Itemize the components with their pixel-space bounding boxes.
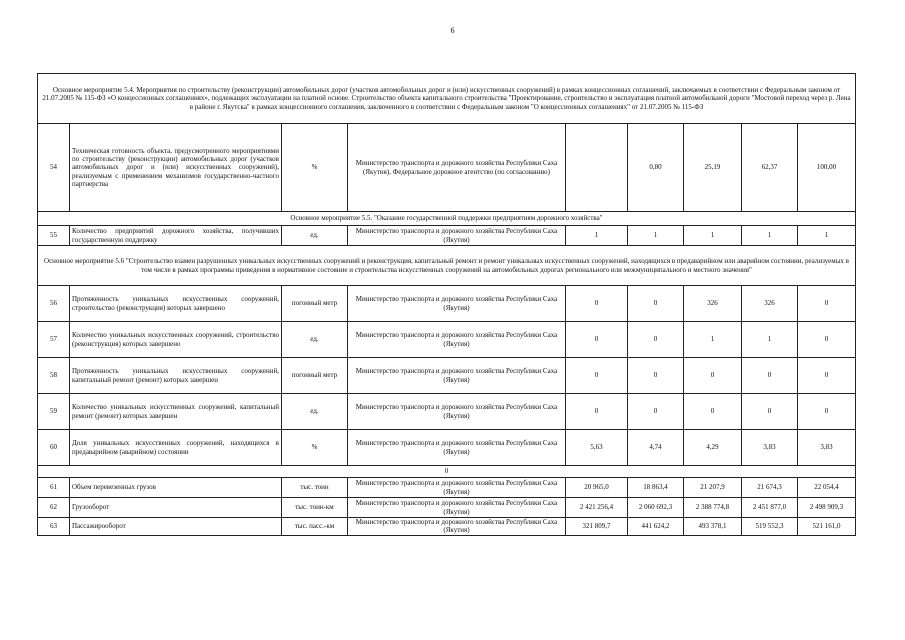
indicator-name: Количество уникальных искусственных сооружений, строительство (реконструкция) которых завершено: [70, 322, 282, 358]
section-heading: Основное мероприятие 5.4. Мероприятия по строительству (реконструкции) автомобильных дорог (участков автомобильных дорог и (или) искусственных сооружений) в рамках концессионных соглашений, заключаемых в соответствии с Федеральным законом от 21.07.2005 № 115-ФЗ «О концессионных соглашениях», подлежащих эксплуатации на платной основе. Строительство объекта капитального строительства "Проектирование, строительство и эксплуатация платной автомобильной дороги "Мостовой переход через р. Лена в районе г. Якутска" в рамках концессионного соглашения, заключенного в соответствии с Федеральным законом "О концессионных соглашениях" от 21.07.2005 № 115-ФЗ: [38, 74, 856, 124]
value-cell: 0: [628, 358, 684, 394]
value-cell: 18 863,4: [628, 478, 684, 498]
section-row: [38, 466, 856, 478]
value-cell: 326: [742, 286, 798, 322]
indicator-name: Количество предприятий дорожного хозяйства, получивших государственную поддержку: [70, 226, 282, 246]
value-cell: 1: [742, 226, 798, 246]
row-number: 56: [38, 286, 70, 322]
responsible-executor: Министерство транспорта и дорожного хозяйства Республики Саха (Якутия): [348, 286, 566, 322]
responsible-executor: Министерство транспорта и дорожного хозяйства Республики Саха (Якутия), Федеральное дорожное агентство (по согласованию): [348, 124, 566, 212]
value-cell: 1: [798, 226, 856, 246]
unit-of-measure: тыс. тонн-км: [282, 498, 348, 518]
responsible-executor: Министерство транспорта и дорожного хозяйства Республики Саха (Якутия): [348, 518, 566, 536]
row-number: 57: [38, 322, 70, 358]
value-cell: 0: [798, 322, 856, 358]
value-cell: 521 161,0: [798, 518, 856, 536]
value-cell: 441 624,2: [628, 518, 684, 536]
section-heading: 0: [38, 466, 856, 478]
value-cell: 2 060 692,3: [628, 498, 684, 518]
row-number: 61: [38, 478, 70, 498]
responsible-executor: Министерство транспорта и дорожного хозяйства Республики Саха (Якутия): [348, 322, 566, 358]
table-body: [38, 74, 856, 536]
row-number: 58: [38, 358, 70, 394]
table-row: [38, 430, 856, 466]
unit-of-measure: тыс. пасс.-км: [282, 518, 348, 536]
value-cell: 21 674,3: [742, 478, 798, 498]
indicator-name: Грузооборот: [70, 498, 282, 518]
value-cell: 22 054,4: [798, 478, 856, 498]
value-cell: 0,80: [628, 124, 684, 212]
value-cell: 3,83: [742, 430, 798, 466]
value-cell: 1: [684, 226, 742, 246]
unit-of-measure: тыс. тонн: [282, 478, 348, 498]
section-row: [38, 74, 856, 124]
value-cell: 0: [566, 394, 628, 430]
responsible-executor: Министерство транспорта и дорожного хозяйства Республики Саха (Якутия): [348, 430, 566, 466]
value-cell: 0: [566, 358, 628, 394]
value-cell: 1: [566, 226, 628, 246]
section-row: [38, 212, 856, 226]
value-cell: 0: [628, 286, 684, 322]
indicators-table: [37, 73, 856, 536]
table-row: [38, 322, 856, 358]
indicator-name: Протяженность уникальных искусственных сооружений, капитальный ремонт (ремонт) которых завершен: [70, 358, 282, 394]
unit-of-measure: %: [282, 124, 348, 212]
value-cell: 0: [684, 394, 742, 430]
responsible-executor: Министерство транспорта и дорожного хозяйства Республики Саха (Якутия): [348, 478, 566, 498]
table-row: [38, 124, 856, 212]
responsible-executor: Министерство транспорта и дорожного хозяйства Республики Саха (Якутия): [348, 358, 566, 394]
value-cell: 2 421 256,4: [566, 498, 628, 518]
value-cell: 0: [628, 394, 684, 430]
value-cell: 519 552,3: [742, 518, 798, 536]
unit-of-measure: %: [282, 430, 348, 466]
responsible-executor: Министерство транспорта и дорожного хозяйства Республики Саха (Якутия): [348, 498, 566, 518]
unit-of-measure: погонный метр: [282, 286, 348, 322]
page-number: 6: [450, 26, 455, 35]
indicator-name: Количество уникальных искусственных сооружений, капитальный ремонт (ремонт) которых завершен: [70, 394, 282, 430]
row-number: 54: [38, 124, 70, 212]
table-row: [38, 286, 856, 322]
value-cell: 100,00: [798, 124, 856, 212]
unit-of-measure: погонный метр: [282, 358, 348, 394]
responsible-executor: Министерство транспорта и дорожного хозяйства Республики Саха (Якутия): [348, 394, 566, 430]
responsible-executor: Министерство транспорта и дорожного хозяйства Республики Саха (Якутия): [348, 226, 566, 246]
value-cell: 493 378,1: [684, 518, 742, 536]
unit-of-measure: ед.: [282, 394, 348, 430]
value-cell: [566, 124, 628, 212]
value-cell: 2 498 909,3: [798, 498, 856, 518]
indicator-name: Протяженность уникальных искусственных сооружений, строительство (реконструкция) которых завершено: [70, 286, 282, 322]
value-cell: 326: [684, 286, 742, 322]
table-row: [38, 358, 856, 394]
value-cell: 21 207,9: [684, 478, 742, 498]
value-cell: 2 451 877,0: [742, 498, 798, 518]
row-number: 62: [38, 498, 70, 518]
value-cell: 321 809,7: [566, 518, 628, 536]
indicator-name: Объем перевезенных грузов: [70, 478, 282, 498]
value-cell: 2 388 774,8: [684, 498, 742, 518]
value-cell: 4,29: [684, 430, 742, 466]
value-cell: 0: [566, 286, 628, 322]
value-cell: 0: [628, 322, 684, 358]
value-cell: 1: [684, 322, 742, 358]
table-row: [38, 226, 856, 246]
row-number: 63: [38, 518, 70, 536]
value-cell: 3,83: [798, 430, 856, 466]
value-cell: 20 965,0: [566, 478, 628, 498]
table-row: [38, 478, 856, 498]
unit-of-measure: ед.: [282, 322, 348, 358]
unit-of-measure: ед.: [282, 226, 348, 246]
section-heading: Основное мероприятие 5.6 "Строительство взамен разрушенных уникальных искусственных сооружений и реконструкция, капитальный ремонт и ремонт уникальных искусственных сооружений, находящихся в предаварийном или аварийном состоянии, реализуемых в том числе в рамках программы приведения в нормативное состояние и строительства искусственных сооружений на автомобильных дорогах регионального или межмуниципального и местного значения": [38, 246, 856, 286]
value-cell: 0: [798, 358, 856, 394]
value-cell: 1: [742, 322, 798, 358]
value-cell: 4,74: [628, 430, 684, 466]
section-heading: Основное мероприятие 5.5. "Оказание государственной поддержки предприятиям дорожного хозяйства": [38, 212, 856, 226]
value-cell: 0: [742, 358, 798, 394]
value-cell: 5,63: [566, 430, 628, 466]
row-number: 59: [38, 394, 70, 430]
table-row: [38, 498, 856, 518]
indicator-name: Техническая готовность объекта, предусмотренного мероприятиями по строительству (реконструкции) автомобильных дорог (участков автомобильных дорог и (или) искусственных сооружений), реализуемым с применением механизмов государственно-частного партнерства: [70, 124, 282, 212]
row-number: 60: [38, 430, 70, 466]
indicator-name: Доля уникальных искусственных сооружений, находящихся в предаварийном (аварийном) состоянии: [70, 430, 282, 466]
value-cell: 0: [798, 394, 856, 430]
indicator-name: Пассажирооборот: [70, 518, 282, 536]
table-row: [38, 394, 856, 430]
value-cell: 0: [566, 322, 628, 358]
section-row: [38, 246, 856, 286]
value-cell: 25,19: [684, 124, 742, 212]
value-cell: 0: [684, 358, 742, 394]
value-cell: 1: [628, 226, 684, 246]
value-cell: 0: [798, 286, 856, 322]
table-row: [38, 518, 856, 536]
row-number: 55: [38, 226, 70, 246]
value-cell: 0: [742, 394, 798, 430]
value-cell: 62,37: [742, 124, 798, 212]
